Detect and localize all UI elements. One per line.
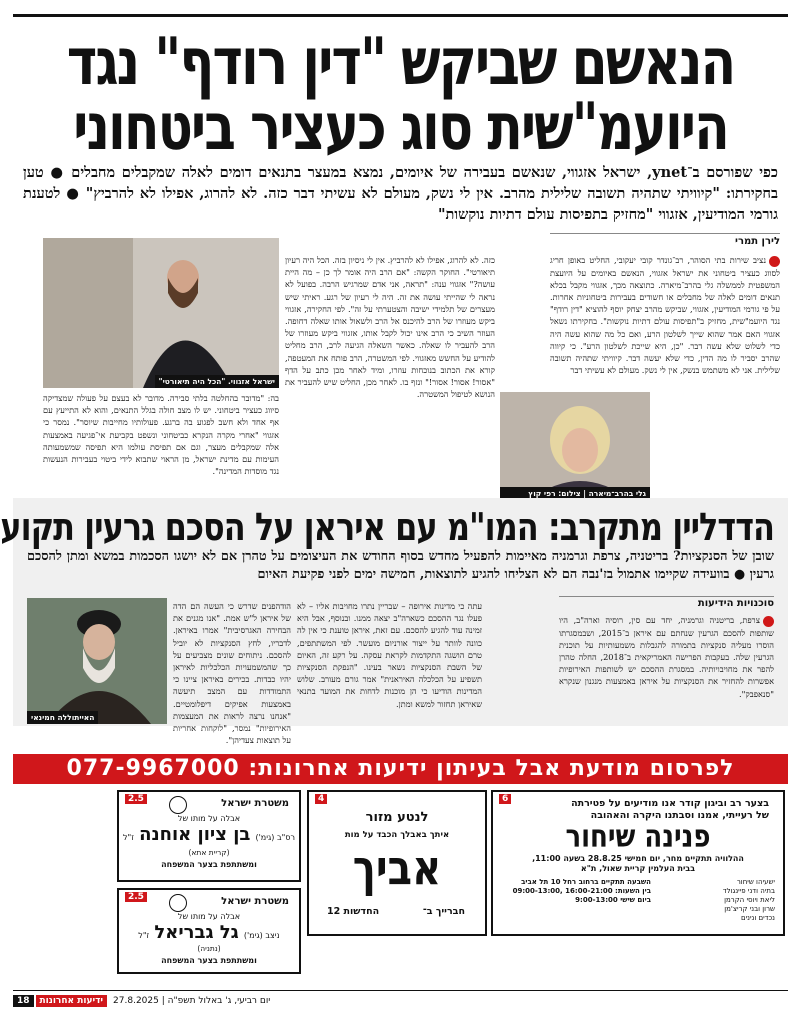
page-number: 18 — [13, 995, 34, 1007]
notice-tag: 4 — [315, 794, 327, 804]
notice-line: אבלה על מותו של — [177, 814, 241, 823]
paper-name: ידיעות אחרונות — [36, 995, 108, 1007]
notice-aviv — [307, 790, 487, 936]
notice-name: גל גבריאל — [154, 922, 239, 943]
ad-banner-phone: 077-9967000 — [66, 756, 240, 781]
notice-suffix: ז"ל — [123, 833, 134, 842]
notice-org: משטרת ישראל — [221, 798, 289, 809]
notice-ohana — [117, 790, 301, 882]
notice-rank: ניצב (גימ') — [243, 931, 280, 940]
iran-column-right: צרפת, בריטניה וגרמניה, יחד עם סין, רוסיה וארה"ב, היו שותפות להסכם הגרעין שנחתם עם איראן ב־2015, ושבמסגרתו הוסרו מעליה סנקציות בתמורה להגבלות משמעותיות על תוכנית הגרעין שלה. בעקבות הפרישה האמריקאית ב־2018, החלה טהרן להפר את מחויבויותיה. במסגרת ההסכם יש לשותפות האירופיות אפשרות להחזיר את הסנקציות על איראן באמצעות מנגנון שנקרא "סנאפבק". — [559, 615, 774, 699]
subheadline: כפי שפורסם ב־ynet, ישראל אזגווי, שנאשם בעבירה של איומים, נמצא במעצר בתנאים דומים לאלה שמקבלים מחבלים ● טען בחקירתו: "קיוויתי שתהיה תשובה שלילית מהרב. אין לי נשק, מעולם לא עשיתי דבר כזה. לא להרוג, אפילו לא להרביץ" ● לטענת גורמי המודיעין, אזגווי "מחזיק בתפיסות עולם דתיות נוקשות" — [23, 164, 778, 223]
article-column-right: נציב שירות בתי הסוהר, רב־גונדר קובי יעקובי, החליט באופן חריג לסווג כעציר ביטחוני את ישראל אזגווי, הנאשם באיומים על היועצת המשפטית לממשלה גלי בהרב־מיארה. כתוצאה מכך, אזגווי מקבל בכלא תנאים דומים לאלה של מחבלים או חשודים בעבירות ביטחוניות אחרות. על פי גורמי המודיעין, אזגווי, שביקש מהרב יצחק יוסף להוציא "דין רודף" נגד היועמ"שית, מחזיק ב"תפיסות עולם דתיות נוקשות". בחקירתו נשאל אזגווי האם אמר שהוא שייך לשלטון הרע, ואם כל מה שהוא עשה היה כדי לשלוט שלא עשה דבר. "כן, היא שייכת לשלטון הרע". כי קיווה שהרב יסביר לו מה הדין, כדי שלא יעשה דבר. קיוויתי שתהיה תשובה שלילית. אני לא משתמש בנשק, אין לי נשק. מעולם לא עשיתי דבר — [550, 255, 780, 376]
notice-line: ומשתתפת בצער המשפחה — [161, 956, 257, 965]
photo-attorney-general — [500, 392, 650, 500]
notice-tag: 2.5 — [125, 892, 147, 902]
notice-line: חברייך ב־ — [422, 906, 465, 917]
portrait-man-icon — [43, 238, 279, 388]
notice-line: בבית העלמין קריית שאול, ת"א — [580, 864, 696, 873]
byline-rule — [550, 233, 780, 234]
notice-rank: רס"ב (גימ') — [255, 833, 295, 842]
headline-line2: היועמ"שית סוג כעציר ביטחוני — [73, 90, 728, 165]
photo-azgawi — [43, 238, 279, 388]
article-column-left: בה: "מדובר בהחלטה בלתי סבירה. מדובר לא בעצם על פעולה שמצדיקה סיווג כעציר ביטחוני. יש לו מצב חולה בגלל התנאים, והוא לא התייעץ עם אף אחד ולא חשב לפגוע בה ברגע. פעולותיו מחייבות שיוסר". נמסר כי אזגווי "אחרי מקרה הנקרא כביטחוני ונשפט בקביעת אי־פגיעה באמצעות אלה שמקבלים מעצר, וגם אם תפיסת עולמו היא תפיסה שמשמעותה העימות עם מדינת ישראל, מן הראוי שתבוא לידי ביטוי בעבירות הנעשות נגד מוסדות המדינה". — [43, 393, 279, 477]
article-column-middle-cont — [285, 392, 495, 492]
photo-caption: ישראל אזגווי. "הכל היה תיאורטי" — [155, 375, 279, 388]
footer-rule — [13, 990, 788, 991]
notice-name-row — [119, 922, 299, 943]
notice-line: איתך באבלך הכבד על מות — [344, 830, 450, 840]
notice-name: פנינה שיחור — [565, 819, 711, 855]
ad-banner-text: לפרסום מודעת אבל בעיתון ידיעות אחרונות: — [248, 756, 735, 781]
notice-org: משטרת ישראל — [221, 896, 289, 907]
iran-byline-rule — [559, 596, 774, 597]
notice-line: ומשתתפת בצער המשפחה — [161, 860, 257, 869]
iran-column-left: הודהפנים שדרש כי העשה הם הדה של איראן ל"ש אמת. "אנו מגנים את הבחירה האגרסיבית" אמרו באיראן. לדבריו, לחץ הסנקציות לא יוביל להסכם. ניתוחים שונים מצביעים על כך שהמשמעויות הכלכליות לאיראן יהיו כבדות. בכירים באיראן ציינו כי התמודדות עם המצב תיעשה באמצעות אפיקים דיפלומטיים. "אנחנו נרצה לראות את המעצמות האירופיות" נמסר, "לוקחות אחריות על תוצאות צעדיהן". — [173, 601, 291, 746]
article-column-middle: כזה. לא להרוג, אפילו לא להרביץ. אין לי ניסיון בזה. הכל היה רעיון תיאורטי". החוקר הקשה: "אם הרב היה אומר לך כן – מה היית עושה?" אזגווי ענה: "תראה, אני אדם שמרגיש הרבה. בפועל לא נראה לי שהייתי עושה את זה. היה לי רעיון של רגע. ראיתי שיש מעצרים של תלמידי ישיבה והצטערתי על זה". לפי החקירה, אזגווי ביקש מעוזרו של הרב להיכנס אל הרב ולשאול אותו שאלה דחופה. העוזר השיב כי הרב אינו יכול לקבל אותו, אזגווי ביקש מעוזרו של הרב להעביר לו שאלה. כאשר השאלה הגיעה לרב, הרב מחליט להודיע על החשש מאזגווי. לפי המשטרה, הרב פותח את המעטפה, קורא את הכתוב בנוכחות עוזרו, ומיד לאחר מכן כתב על הדף "אסור! אסור! אסור!" ונזף בו. לאחר מכן, החליט שיש להעביר את הנושא לטיפול המשטרה. — [285, 255, 495, 400]
notice-shihor — [491, 790, 785, 936]
iran-subheadline: שובן של הסנקציות? בריטניה, צרפת וגרמניה מאיימות להפעיל מחדש בסוף החודש את העיצומים על טהרן אם לא יושגו הסכמות במשא ומתן להסכם גרעין ● בוועידה שקיימו אתמול בז'נבה הם לא הצליחו להגיע לתוצאות, חמישה ימים לפני פקיעת האיום — [27, 549, 774, 582]
top-rule — [13, 14, 788, 17]
footer — [13, 994, 270, 1008]
iran-byline: סוכנויות הידיעות — [697, 598, 774, 609]
headline-line1: הנאשם שביקש "דין רודף" נגד — [66, 25, 735, 100]
notice-logo: החדשות 12 — [327, 906, 380, 917]
bullet-icon — [763, 616, 774, 627]
notice-line: (נתניה) — [197, 944, 221, 953]
notice-suffix: ז"ל — [138, 931, 150, 940]
notice-line: (קריית אתא) — [188, 848, 230, 857]
ad-banner — [13, 754, 788, 784]
notice-mourners: ישעיהו שיחור בתיה ודני פיינגולד ליאת ויוסי הקרמן שרון ובני קריצ'מן נכדים ונינים — [722, 878, 775, 922]
byline: לירן תמרי — [735, 236, 780, 247]
notice-line: אבלה על מותו של — [177, 912, 241, 921]
bullet-icon — [769, 256, 780, 267]
notice-shiva: השבעה תתקיים ברחוב רחל 10 תל אביב בין השעות: 16:00-21:00 ,09:00-13:00 ביום שישי 9:00-13:00 — [512, 878, 651, 904]
photo-caption: גלי בהרב־מיארה | צילום: רפי קוץ — [500, 487, 650, 500]
police-emblem-icon — [169, 894, 187, 912]
photo-caption: האייתוללה חמינאי — [27, 711, 98, 724]
notice-line: לנטע מזור — [365, 810, 429, 825]
portrait-woman-icon — [500, 392, 650, 500]
notice-line: ההלוויה תתקיים מחר, יום חמישי 28.8.25 בשעה 11:00, — [532, 854, 744, 863]
notice-line: בצער רב וביגון קודר אנו מודיעים על פטירתה — [571, 798, 769, 809]
police-emblem-icon — [169, 796, 187, 814]
portrait-cleric-icon — [27, 598, 167, 724]
notice-tag: 2.5 — [125, 794, 147, 804]
notice-name-row — [119, 824, 299, 845]
iran-headline: הדדליין מתקרב: המו"מ עם איראן על הסכם גרעין תקוע — [0, 504, 774, 550]
notice-name: בן ציון אוחנה — [139, 824, 251, 845]
notice-tag: 6 — [499, 794, 511, 804]
notice-name: אביך — [352, 841, 442, 897]
notice-line: של רעייתי, אמנו וסבתנו היקרה והאהובה — [590, 810, 769, 821]
photo-khamenei — [27, 598, 167, 724]
footer-date: יום רביעי, ג' באלול תשפ"ה | 27.8.2025 — [113, 996, 271, 1006]
iran-column-middle: עתה כי מדינות אירופה – שבריין נתרו מחויבות אליו – לא פעלו נגד ההסכם כשארה"ב יצאה ממנו. ובנוסף, אבל היא זמינה עוד להגיע להסכם. עם זאת, איראן טוענת כי אין לה כוונה לוותר על ייצור אורניום מועשר. לפי המשתתפים, טרם הושגה התקדמות לקראת עסקה. על רקע זה, האיום של השבת הסנקציות נשאר בעינו. "הנפקת הסנקציות תשפיע על הכלכלה האיראנית" אמר גורם מעורב. שלוש המדינות הודיעו כי הן מוכנות לדחות את המועד בתנאי שאיראן תחזור למשא ומתן. — [297, 601, 482, 709]
notice-gavriel — [117, 888, 301, 974]
